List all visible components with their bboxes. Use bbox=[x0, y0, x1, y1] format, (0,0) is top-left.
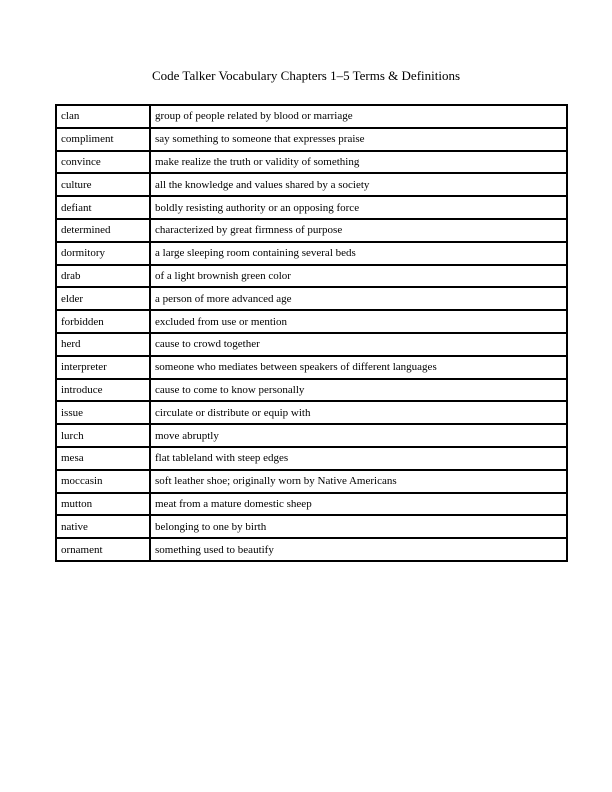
table-row bbox=[56, 447, 567, 470]
term-cell: herd bbox=[56, 333, 150, 356]
table-row bbox=[56, 470, 567, 493]
table-row bbox=[56, 151, 567, 174]
term-cell: native bbox=[56, 515, 150, 538]
definition-cell: circulate or distribute or equip with bbox=[150, 401, 567, 424]
definition-cell: cause to crowd together bbox=[150, 333, 567, 356]
term-cell: mesa bbox=[56, 447, 150, 470]
definition-cell: belonging to one by birth bbox=[150, 515, 567, 538]
table-row bbox=[56, 265, 567, 288]
definition-cell: say something to someone that expresses praise bbox=[150, 128, 567, 151]
table-row bbox=[56, 173, 567, 196]
term-cell: elder bbox=[56, 287, 150, 310]
definition-cell: meat from a mature domestic sheep bbox=[150, 493, 567, 516]
table-row bbox=[56, 379, 567, 402]
definition-cell: group of people related by blood or marriage bbox=[150, 105, 567, 128]
term-cell: lurch bbox=[56, 424, 150, 447]
definition-cell: characterized by great firmness of purpose bbox=[150, 219, 567, 242]
definition-cell: boldly resisting authority or an opposing force bbox=[150, 196, 567, 219]
table-row bbox=[56, 424, 567, 447]
table-row bbox=[56, 515, 567, 538]
term-cell: clan bbox=[56, 105, 150, 128]
term-cell: forbidden bbox=[56, 310, 150, 333]
page-title: Code Talker Vocabulary Chapters 1–5 Terms & Definitions bbox=[151, 68, 461, 83]
table-row bbox=[56, 287, 567, 310]
definition-cell: something used to beautify bbox=[150, 538, 567, 561]
term-cell: defiant bbox=[56, 196, 150, 219]
term-cell: interpreter bbox=[56, 356, 150, 379]
table-row bbox=[56, 128, 567, 151]
term-cell: issue bbox=[56, 401, 150, 424]
table-row bbox=[56, 356, 567, 379]
table-row bbox=[56, 219, 567, 242]
table-row bbox=[56, 310, 567, 333]
term-cell: ornament bbox=[56, 538, 150, 561]
table-row bbox=[56, 538, 567, 561]
definition-cell: a large sleeping room containing several beds bbox=[150, 242, 567, 265]
definition-cell: cause to come to know personally bbox=[150, 379, 567, 402]
term-cell: convince bbox=[56, 151, 150, 174]
definition-cell: someone who mediates between speakers of different languages bbox=[150, 356, 567, 379]
table-row bbox=[56, 401, 567, 424]
definition-cell: excluded from use or mention bbox=[150, 310, 567, 333]
term-cell: culture bbox=[56, 173, 150, 196]
vocabulary-table-body bbox=[56, 105, 567, 561]
term-cell: compliment bbox=[56, 128, 150, 151]
definition-cell: flat tableland with steep edges bbox=[150, 447, 567, 470]
definition-cell: a person of more advanced age bbox=[150, 287, 567, 310]
term-cell: determined bbox=[56, 219, 150, 242]
term-cell: drab bbox=[56, 265, 150, 288]
definition-cell: all the knowledge and values shared by a society bbox=[150, 173, 567, 196]
term-cell: dormitory bbox=[56, 242, 150, 265]
table-row bbox=[56, 196, 567, 219]
table-row bbox=[56, 105, 567, 128]
table-row bbox=[56, 333, 567, 356]
vocabulary-table bbox=[55, 104, 568, 562]
table-row bbox=[56, 493, 567, 516]
definition-cell: of a light brownish green color bbox=[150, 265, 567, 288]
definition-cell: make realize the truth or validity of something bbox=[150, 151, 567, 174]
definition-cell: move abruptly bbox=[150, 424, 567, 447]
definition-cell: soft leather shoe; originally worn by Native Americans bbox=[150, 470, 567, 493]
term-cell: mutton bbox=[56, 493, 150, 516]
term-cell: moccasin bbox=[56, 470, 150, 493]
table-row bbox=[56, 242, 567, 265]
term-cell: introduce bbox=[56, 379, 150, 402]
